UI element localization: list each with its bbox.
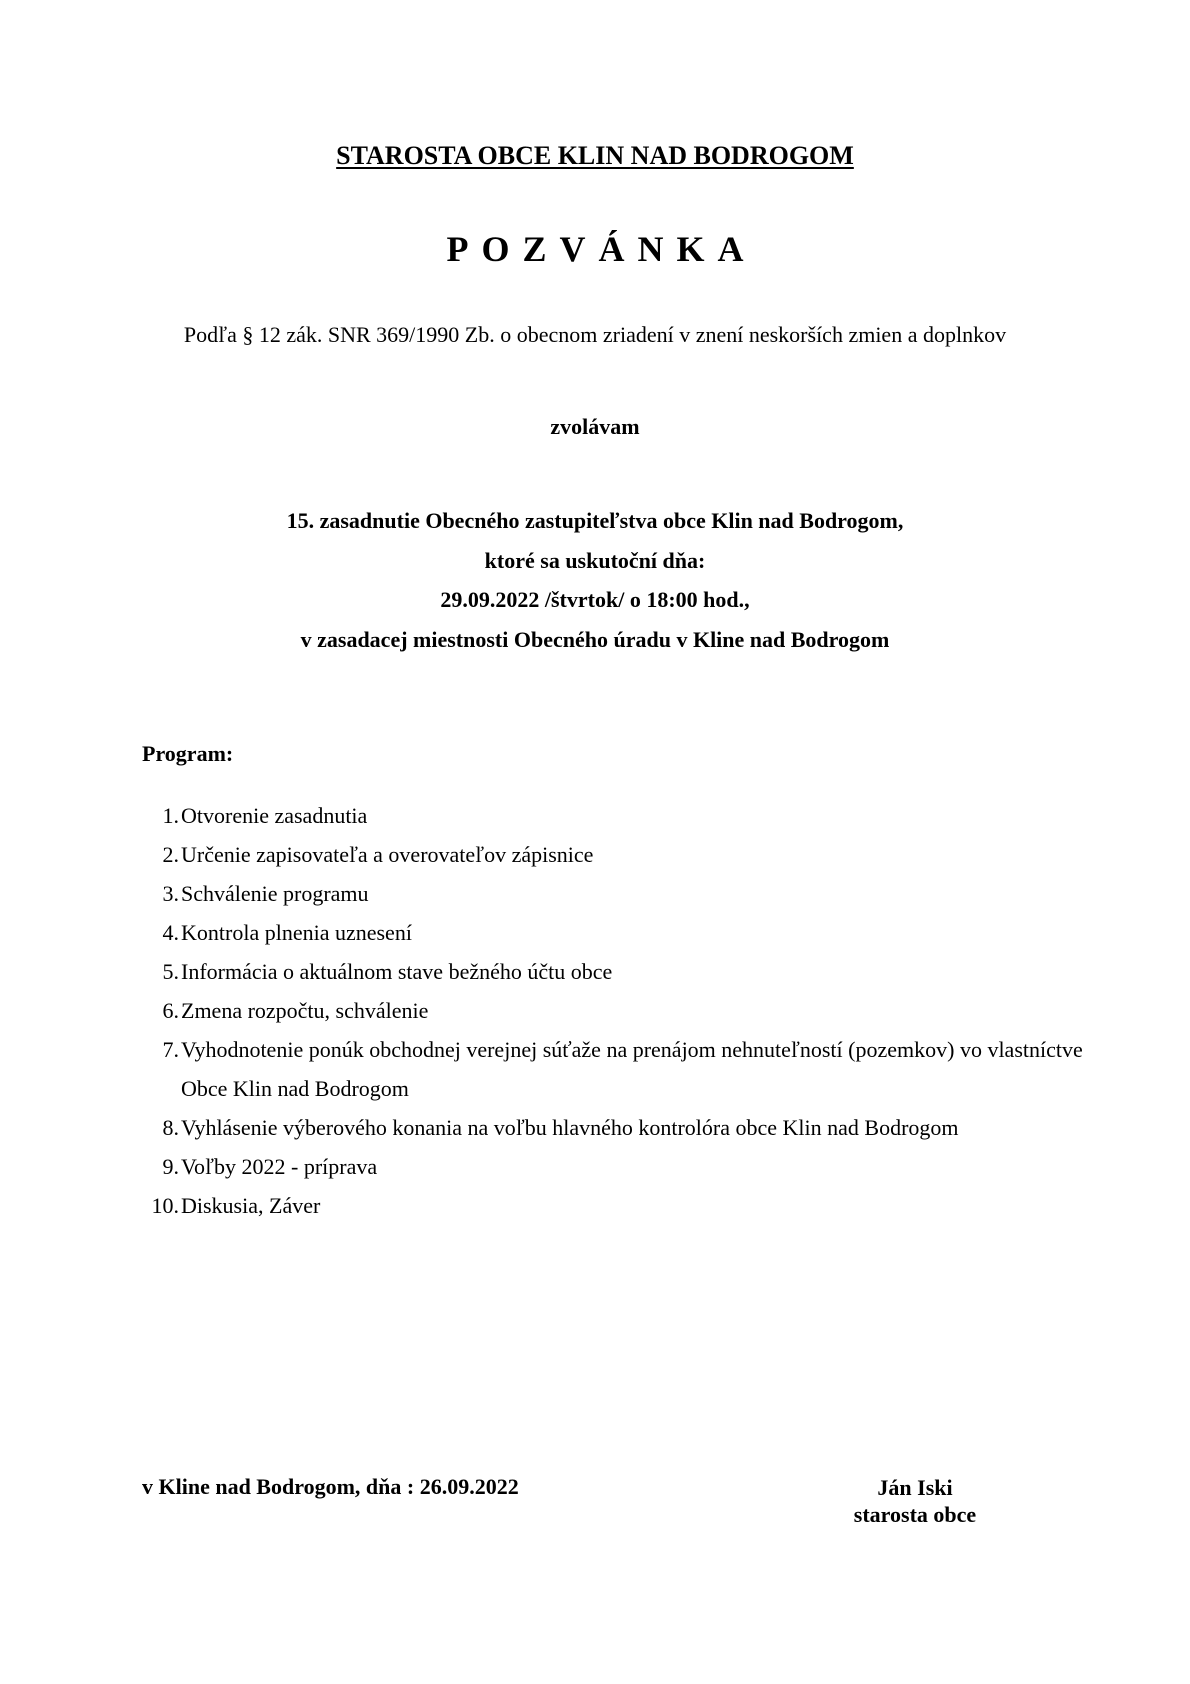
- agenda-item: [142, 874, 1102, 913]
- agenda-item-text: Otvorenie zasadnutia: [181, 803, 368, 828]
- agenda-item: [142, 952, 1102, 991]
- signatory-name: Ján Iski: [877, 1475, 953, 1500]
- agenda-item-number: 1.: [162, 803, 179, 828]
- agenda-item-number: 4.: [162, 920, 179, 945]
- agenda-item-text: Schválenie programu: [181, 881, 369, 906]
- agenda-item: [142, 1186, 1102, 1225]
- program-heading: Program:: [142, 741, 234, 766]
- document-title: POZVÁNKA: [446, 229, 757, 269]
- agenda-item-number: 10.: [151, 1193, 179, 1218]
- agenda-item-text: Zmena rozpočtu, schválenie: [181, 998, 429, 1023]
- agenda-item-text: Diskusia, Záver: [181, 1193, 321, 1218]
- agenda-item: [142, 1030, 1102, 1108]
- agenda-item-text: Vyhodnotenie ponúk obchodnej verejnej súťaže na prenájom nehnuteľností (pozemkov) vo vlastníctve Obce Klin nad Bodrogom: [181, 1037, 1083, 1101]
- agenda-item-number: 2.: [162, 842, 179, 867]
- office-header: STAROSTA OBCE KLIN NAD BODROGOM: [336, 141, 854, 170]
- agenda-item-number: 6.: [162, 998, 179, 1023]
- meeting-details: [0, 501, 1190, 659]
- agenda-item: [142, 796, 1102, 835]
- meeting-line-session: 15. zasadnutie Obecného zastupiteľstva obce Klin nad Bodrogom,: [286, 508, 904, 533]
- agenda-item-number: 3.: [162, 881, 179, 906]
- agenda-item: [142, 835, 1102, 874]
- agenda-item: [142, 913, 1102, 952]
- agenda-item-text: Voľby 2022 - príprava: [181, 1154, 378, 1179]
- agenda-item-number: 9.: [162, 1154, 179, 1179]
- agenda-item-number: 7.: [162, 1037, 179, 1062]
- legal-basis: Podľa § 12 zák. SNR 369/1990 Zb. o obecnom zriadení v znení neskorších zmien a doplnkov: [183, 322, 1007, 347]
- meeting-line-datetime: 29.09.2022 /štvrtok/ o 18:00 hod.,: [440, 587, 750, 612]
- agenda-item-number: 5.: [162, 959, 179, 984]
- agenda-item: [142, 1147, 1102, 1186]
- agenda-item-text: Informácia o aktuálnom stave bežného účtu obce: [181, 959, 613, 984]
- signature-block: [830, 1474, 1000, 1528]
- signatory-role: starosta obce: [853, 1502, 977, 1527]
- convene-statement: zvolávam: [550, 414, 640, 439]
- agenda-item: [142, 991, 1102, 1030]
- agenda-list: [142, 796, 1102, 1225]
- agenda-item-number: 8.: [162, 1115, 179, 1140]
- meeting-line-date-intro: ktoré sa uskutoční dňa:: [484, 547, 706, 573]
- agenda-item-text: Vyhlásenie výberového konania na voľbu hlavného kontrolóra obce Klin nad Bodrogom: [181, 1115, 959, 1140]
- agenda-item: [142, 1108, 1102, 1147]
- meeting-line-venue: v zasadacej miestnosti Obecného úradu v Kline nad Bodrogom: [300, 626, 890, 652]
- agenda-item-text: Určenie zapisovateľa a overovateľov zápisnice: [181, 842, 594, 867]
- place-and-date: v Kline nad Bodrogom, dňa : 26.09.2022: [142, 1474, 519, 1499]
- agenda-item-text: Kontrola plnenia uznesení: [181, 920, 412, 945]
